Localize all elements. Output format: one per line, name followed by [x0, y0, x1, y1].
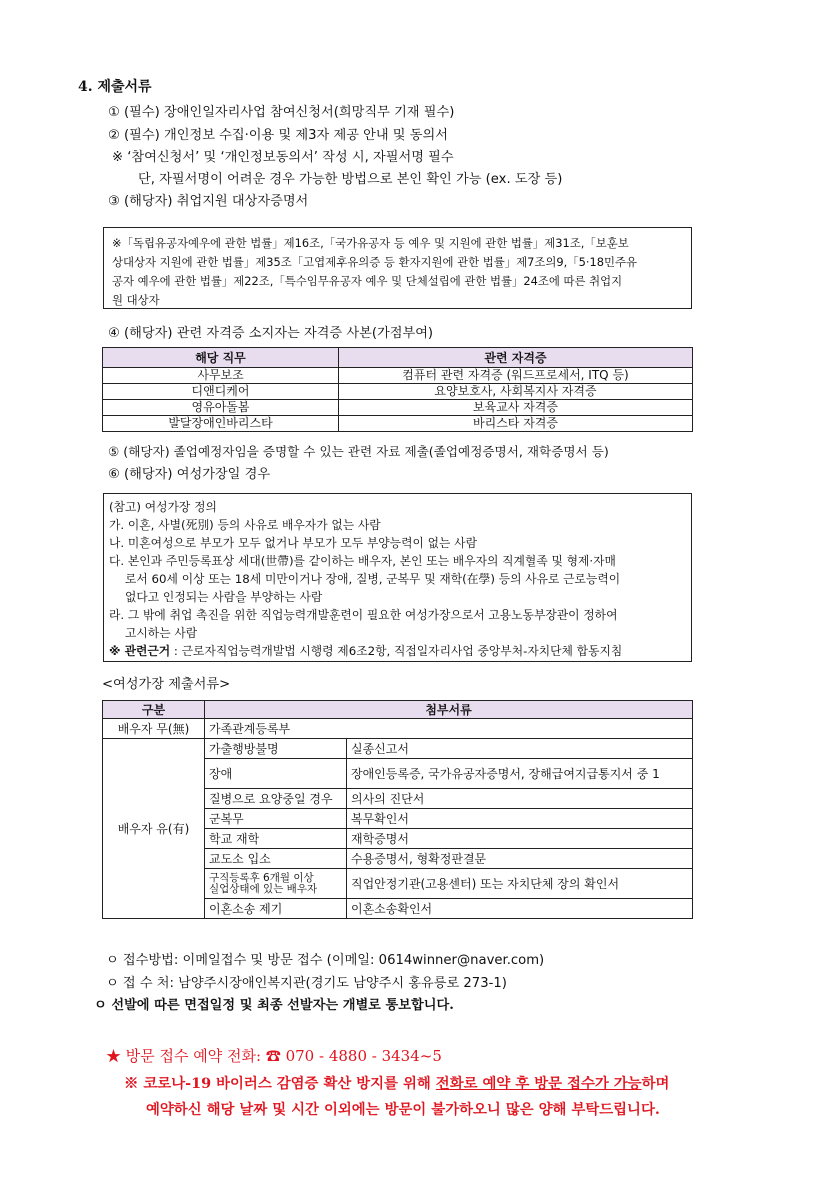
reception-method: ㅇ 접수방법: 이메일접수 및 방문 접수 (이메일: 0614winner@naver.com)	[106, 953, 545, 968]
reason-cell: 이혼소송 제기	[205, 899, 347, 919]
covid-suffix: 하며	[641, 1075, 670, 1092]
note-line: 다. 본인과 주민등록표상 세대(世帶)를 같이하는 배우자, 본인 또는 배우자의 직계혈족 및 형제·자매	[109, 554, 616, 568]
doc-cell: 실종신고서	[347, 739, 693, 759]
reason-cell: 가출행방불명	[205, 739, 347, 759]
legal-basis-label: ※ 관련근거	[109, 644, 171, 658]
reason-cell: 교도소 입소	[205, 849, 347, 869]
cert-cell: 요양보호사, 사회복지사 자격증	[339, 384, 693, 400]
no-spouse-doc: 가족관계등록부	[205, 719, 693, 739]
covid-prefix: ※ 코로나-19 바이러스 감염증 확산 방지를 위해	[124, 1075, 436, 1092]
covid-notice-line-2: 예약하신 해당 날짜 및 시간 이외에는 방문이 불가하오니 많은 양해 부탁드립니다.	[146, 1101, 660, 1118]
reception-place: ㅇ 접 수 처: 남양주시장애인복지관(경기도 남양주시 홍유릉로 273-1)	[106, 976, 507, 991]
table-row	[103, 416, 693, 432]
legal-basis-text: : 근로자직업능력개발법 시행령 제6조2항, 직접일자리사업 중앙부처-자치단체 합동지침	[170, 644, 623, 658]
note-heading: (참고) 여성가장 정의	[109, 500, 217, 514]
note-box-female-head	[103, 493, 692, 662]
reason-cell-unemployed	[205, 869, 347, 899]
reason-cell: 군복무	[205, 809, 347, 829]
table-header-row	[103, 348, 693, 368]
header-job: 해당 직무	[103, 348, 339, 368]
doc-cell: 의사의 진단서	[347, 789, 693, 809]
no-spouse-cell: 배우자 무(無)	[103, 719, 205, 739]
note-line: 원 대상자	[112, 293, 160, 307]
item-5: ⑤ (해당자) 졸업예정자임을 증명할 수 있는 관련 자료 제출(졸업예정증명서, 재학증명서 등)	[108, 444, 609, 459]
job-cell: 사무보조	[103, 368, 339, 384]
note-box-veterans	[103, 227, 692, 309]
female-docs-title: <여성가장 제출서류>	[102, 677, 231, 692]
signature-note-detail: 단, 자필서명이 어려운 경우 가능한 방법으로 본인 확인 가능 (ex. 도장 등)	[138, 172, 563, 187]
reason-cell: 장애	[205, 759, 347, 789]
header-cert: 관련 자격증	[339, 348, 693, 368]
reason-cell: 학교 재학	[205, 829, 347, 849]
unemployed-line-1: 구직등록후 6개월 이상	[209, 871, 314, 884]
job-cell: 디앤디케어	[103, 384, 339, 400]
note-line: 고시하는 사람	[125, 626, 198, 640]
legal-basis	[109, 642, 685, 660]
selection-notice: ㅇ 선발에 따른 면접일정 및 최종 선발자는 개별로 통보합니다.	[94, 998, 454, 1013]
note-line: 없다고 인정되는 사람을 부양하는 사람	[125, 590, 323, 604]
cert-cell: 보육교사 자격증	[339, 400, 693, 416]
phone-reservation: ★ 방문 접수 예약 전화: ☎ 070 - 4880 - 3434~5	[106, 1047, 442, 1065]
covid-underlined: 전화로 예약 후 방문 접수가 가능	[435, 1075, 642, 1092]
table-header-row	[103, 701, 693, 719]
table-row	[103, 739, 693, 759]
item-6: ⑥ (해당자) 여성가장일 경우	[108, 467, 271, 482]
note-line: ※「독립유공자예우에 관한 법률」제16조,「국가유공자 등 예우 및 지원에 관한 법률」제31조,「보훈보	[112, 236, 629, 250]
note-line: 라. 그 밖에 취업 촉진을 위한 직업능력개발훈련이 필요한 여성가장으로서 고용노동부장관이 정하여	[109, 608, 618, 622]
doc-cell: 장애인등록증, 국가유공자증명서, 장해급여지급통지서 중 1	[347, 759, 693, 789]
header-attachments: 첨부서류	[205, 701, 693, 719]
spouse-cell: 배우자 유(有)	[103, 739, 205, 919]
note-line: 상대상자 지원에 관한 법률」제35조「고엽제후유의증 등 환자지원에 관한 법률」제7조의9,「5·18민주유	[112, 255, 638, 269]
doc-cell: 복무확인서	[347, 809, 693, 829]
job-cell: 발달장애인바리스타	[103, 416, 339, 432]
header-category: 구분	[103, 701, 205, 719]
unemployed-line-2: 실업상태에 있는 배우자	[209, 882, 318, 895]
table-row	[103, 400, 693, 416]
item-3: ③ (해당자) 취업지원 대상자증명서	[108, 194, 309, 209]
doc-cell: 재학증명서	[347, 829, 693, 849]
job-cell: 영유아돌봄	[103, 400, 339, 416]
table-row	[103, 384, 693, 400]
certificate-table	[102, 347, 693, 432]
doc-cell: 수용증명서, 형확정판결문	[347, 849, 693, 869]
doc-cell: 이혼소송확인서	[347, 899, 693, 919]
item-2: ② (필수) 개인정보 수집·이용 및 제3자 제공 안내 및 동의서	[108, 128, 448, 143]
item-4: ④ (해당자) 관련 자격증 소지자는 자격증 사본(가점부여)	[108, 326, 434, 341]
note-line: 로서 60세 이상 또는 18세 미만이거나 장애, 질병, 군복무 및 재학(在學) 등의 사유로 근로능력이	[125, 572, 621, 586]
signature-note: ※ ‘참여신청서’ 및 ‘개인정보동의서’ 작성 시, 자필서명 필수	[112, 150, 454, 165]
doc-cell: 직업안정기관(고용센터) 또는 자치단체 장의 확인서	[347, 869, 693, 899]
cert-cell: 컴퓨터 관련 자격증 (워드프로세서, ITQ 등)	[339, 368, 693, 384]
item-1: ① (필수) 장애인일자리사업 참여신청서(희망직무 기재 필수)	[108, 105, 455, 120]
note-line: 공자 예우에 관한 법률」제22조,「특수임무유공자 예우 및 단체설립에 관한 법률」24조에 따른 취업지	[112, 274, 623, 288]
table-row	[103, 368, 693, 384]
female-docs-table	[102, 700, 693, 919]
note-line: 가. 이혼, 사별(死別) 등의 사유로 배우자가 없는 사람	[109, 518, 381, 532]
covid-notice-line-1	[124, 1074, 669, 1094]
reason-cell: 질병으로 요양중일 경우	[205, 789, 347, 809]
table-row	[103, 719, 693, 739]
section-title: 4. 제출서류	[78, 79, 152, 95]
cert-cell: 바리스타 자격증	[339, 416, 693, 432]
note-line: 나. 미혼여성으로 부모가 모두 없거나 부모가 모두 부양능력이 없는 사람	[109, 536, 477, 550]
